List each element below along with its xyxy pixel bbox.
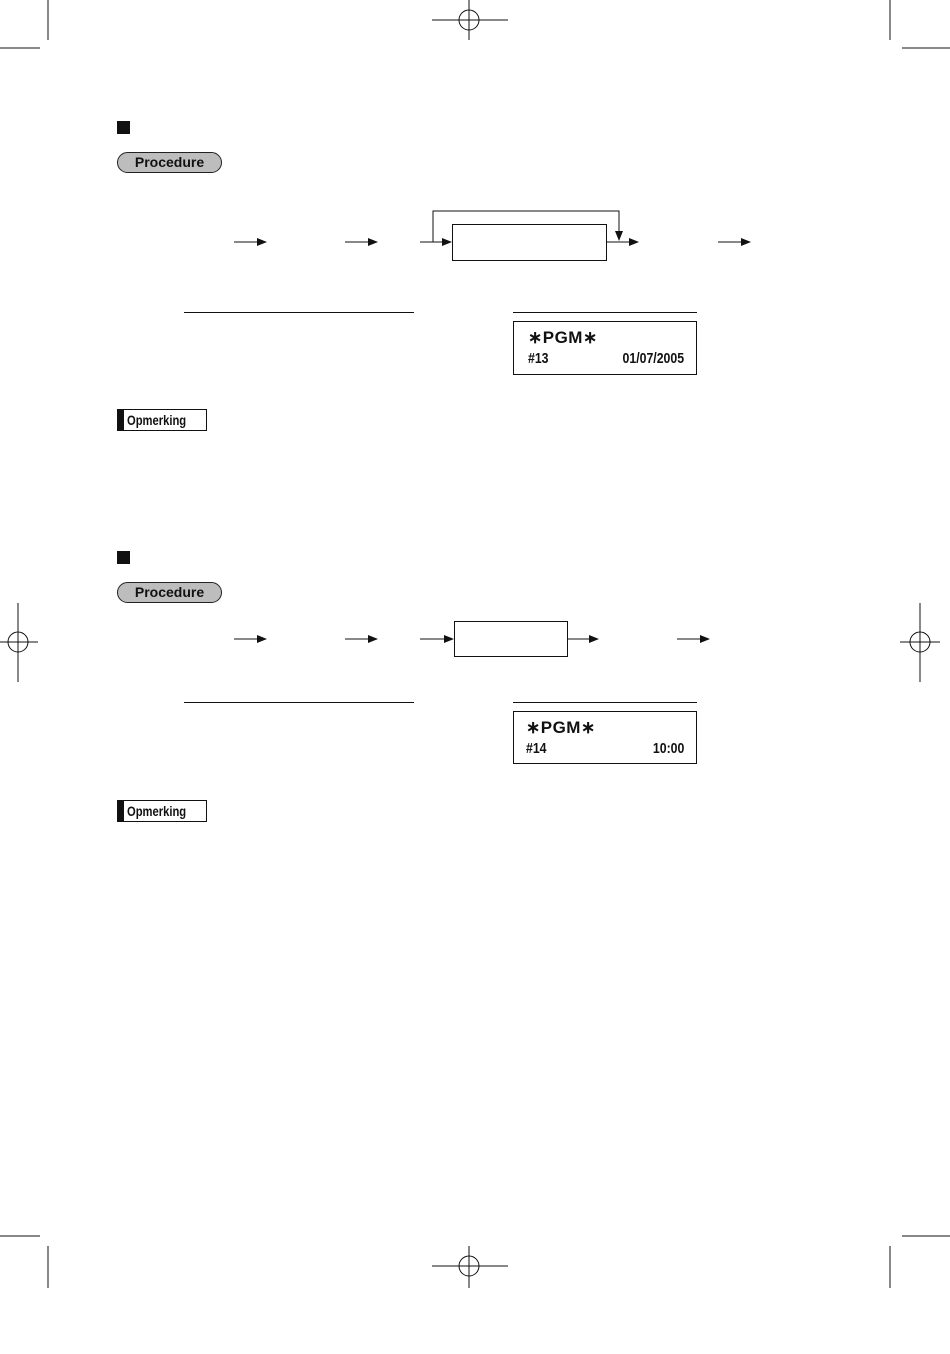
receipt-print	[513, 711, 697, 764]
note-label: Opmerking	[127, 803, 187, 819]
note-badge	[117, 800, 207, 822]
receipt-number: #14	[526, 740, 547, 757]
keyboard-example-rule	[184, 702, 414, 703]
receipt-header: ∗PGM∗	[528, 328, 598, 347]
receipt-date: 01/07/2005	[622, 350, 684, 367]
procedure-label: Procedure	[134, 584, 205, 600]
flow-input-box	[454, 621, 568, 657]
receipt-time: 10:00	[652, 740, 684, 757]
procedure-label: Procedure	[134, 154, 205, 170]
print-example-rule	[513, 702, 697, 703]
note-label: Opmerking	[127, 412, 187, 428]
receipt-header: ∗PGM∗	[526, 718, 596, 737]
receipt-number: #13	[528, 350, 549, 367]
